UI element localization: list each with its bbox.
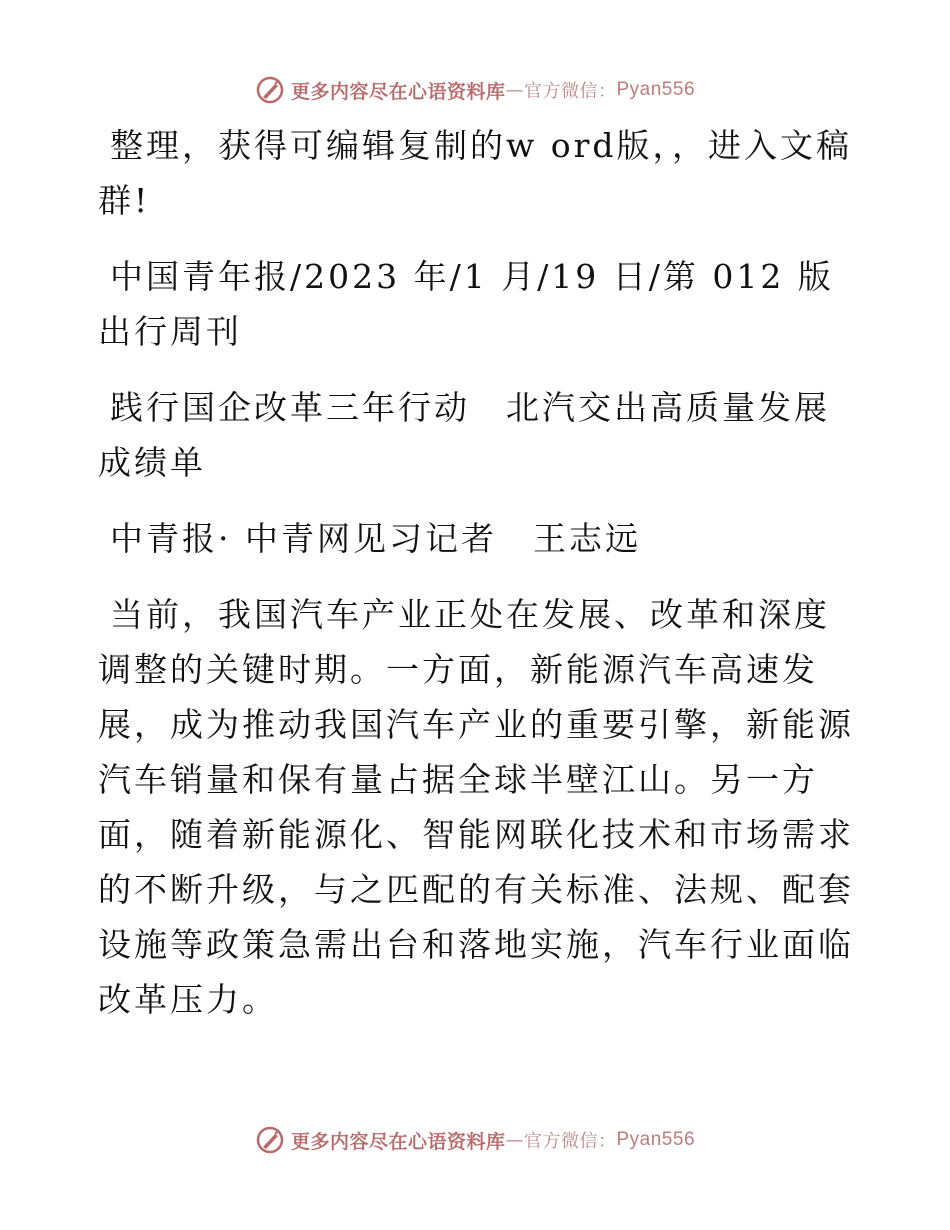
article-body-paragraph: 当前，我国汽车产业正处在发展、改革和深度调整的关键时期。一方面，新能源汽车高速发展，成为推动我国汽车产业的重要引擎，新能源汽车销量和保有量占据全球半壁江山。另一方面，随着新能源化、智能网联化技术和市场需求的不断升级，与之匹配的有关标准、法规、配套设施等政策急需出台和落地实施，汽车行业面临改革压力。 (98, 595, 854, 1019)
watermark-main-text: 更多内容尽在心语资料库 (290, 1130, 506, 1153)
article-title: 践行国企改革三年行动 北汽交出高质量发展成绩单 (98, 388, 830, 482)
watermark-wechat-id: Pyan556 (616, 79, 696, 100)
watermark-label: 官方微信： (524, 1131, 617, 1152)
watermark-main-text: 更多内容尽在心语资料库 (290, 80, 506, 103)
paragraph-intro-note: 整理，获得可编辑复制的w ord版，，进入文稿群! (98, 126, 853, 220)
watermark-label: 官方微信： (524, 81, 617, 102)
quill-circle-icon (255, 1125, 285, 1155)
footer-watermark (0, 1120, 950, 1160)
watermark-wechat-id: Pyan556 (616, 1129, 696, 1150)
article-byline: 中青报· 中青网见习记者 王志远 (110, 519, 641, 558)
quill-circle-icon (255, 75, 285, 105)
header-watermark (0, 70, 950, 110)
paragraph-source: 中国青年报/2023 年/1 月/19 日/第 012 版出行周刊 (98, 257, 834, 351)
watermark-dash: — (505, 79, 524, 101)
watermark-dash: — (505, 1129, 524, 1151)
document-body (98, 118, 858, 1048)
